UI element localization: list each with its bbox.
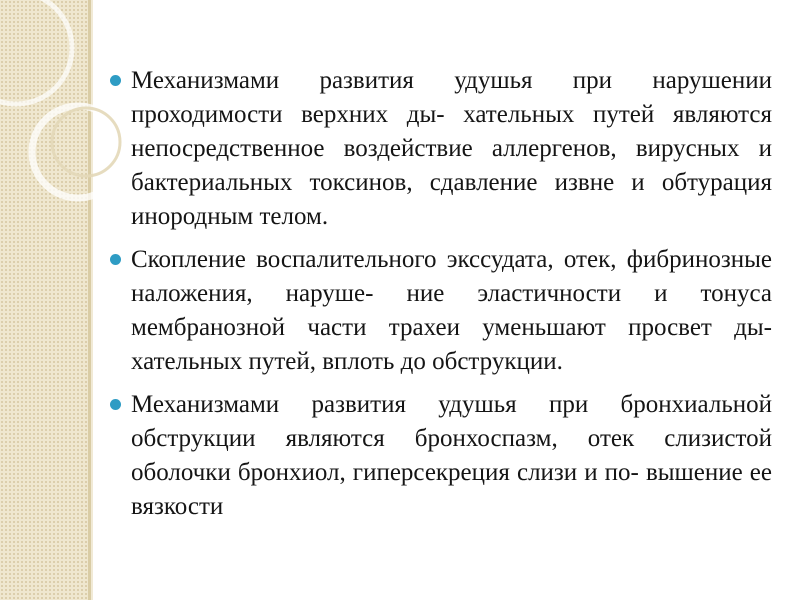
- decorative-ring-large: [0, 0, 72, 104]
- bullet-text: Механизмами развития удушья при бронхиальной обструкции являются бронхоспазм, отек слизистой оболочки бронхиол, гиперсекреция слизи и по- вышение ее вязкости: [131, 391, 772, 520]
- bullet-text: Скопление воспалительного экссудата, отек, фибринозные наложения, наруше- ние эластичности и тонуса мембранозной части трахеи уменьшают просвет ды- хательных путей, вплоть до обструкции.: [131, 246, 772, 375]
- bullet-text: Механизмами развития удушья при нарушении проходимости верхних ды- хательных путей являются непосредственное воздействие аллергенов, вирусных и бактериальных токсинов, сдавление извне и обтурация инородным телом.: [131, 67, 772, 230]
- bullet-item: [110, 64, 772, 234]
- bullet-list: [110, 64, 772, 524]
- slide-content: [110, 64, 772, 533]
- bullet-dot-icon: [110, 399, 121, 410]
- bullet-dot-icon: [110, 75, 121, 86]
- bullet-item: [110, 243, 772, 379]
- bullet-dot-icon: [110, 254, 121, 265]
- bullet-item: [110, 388, 772, 524]
